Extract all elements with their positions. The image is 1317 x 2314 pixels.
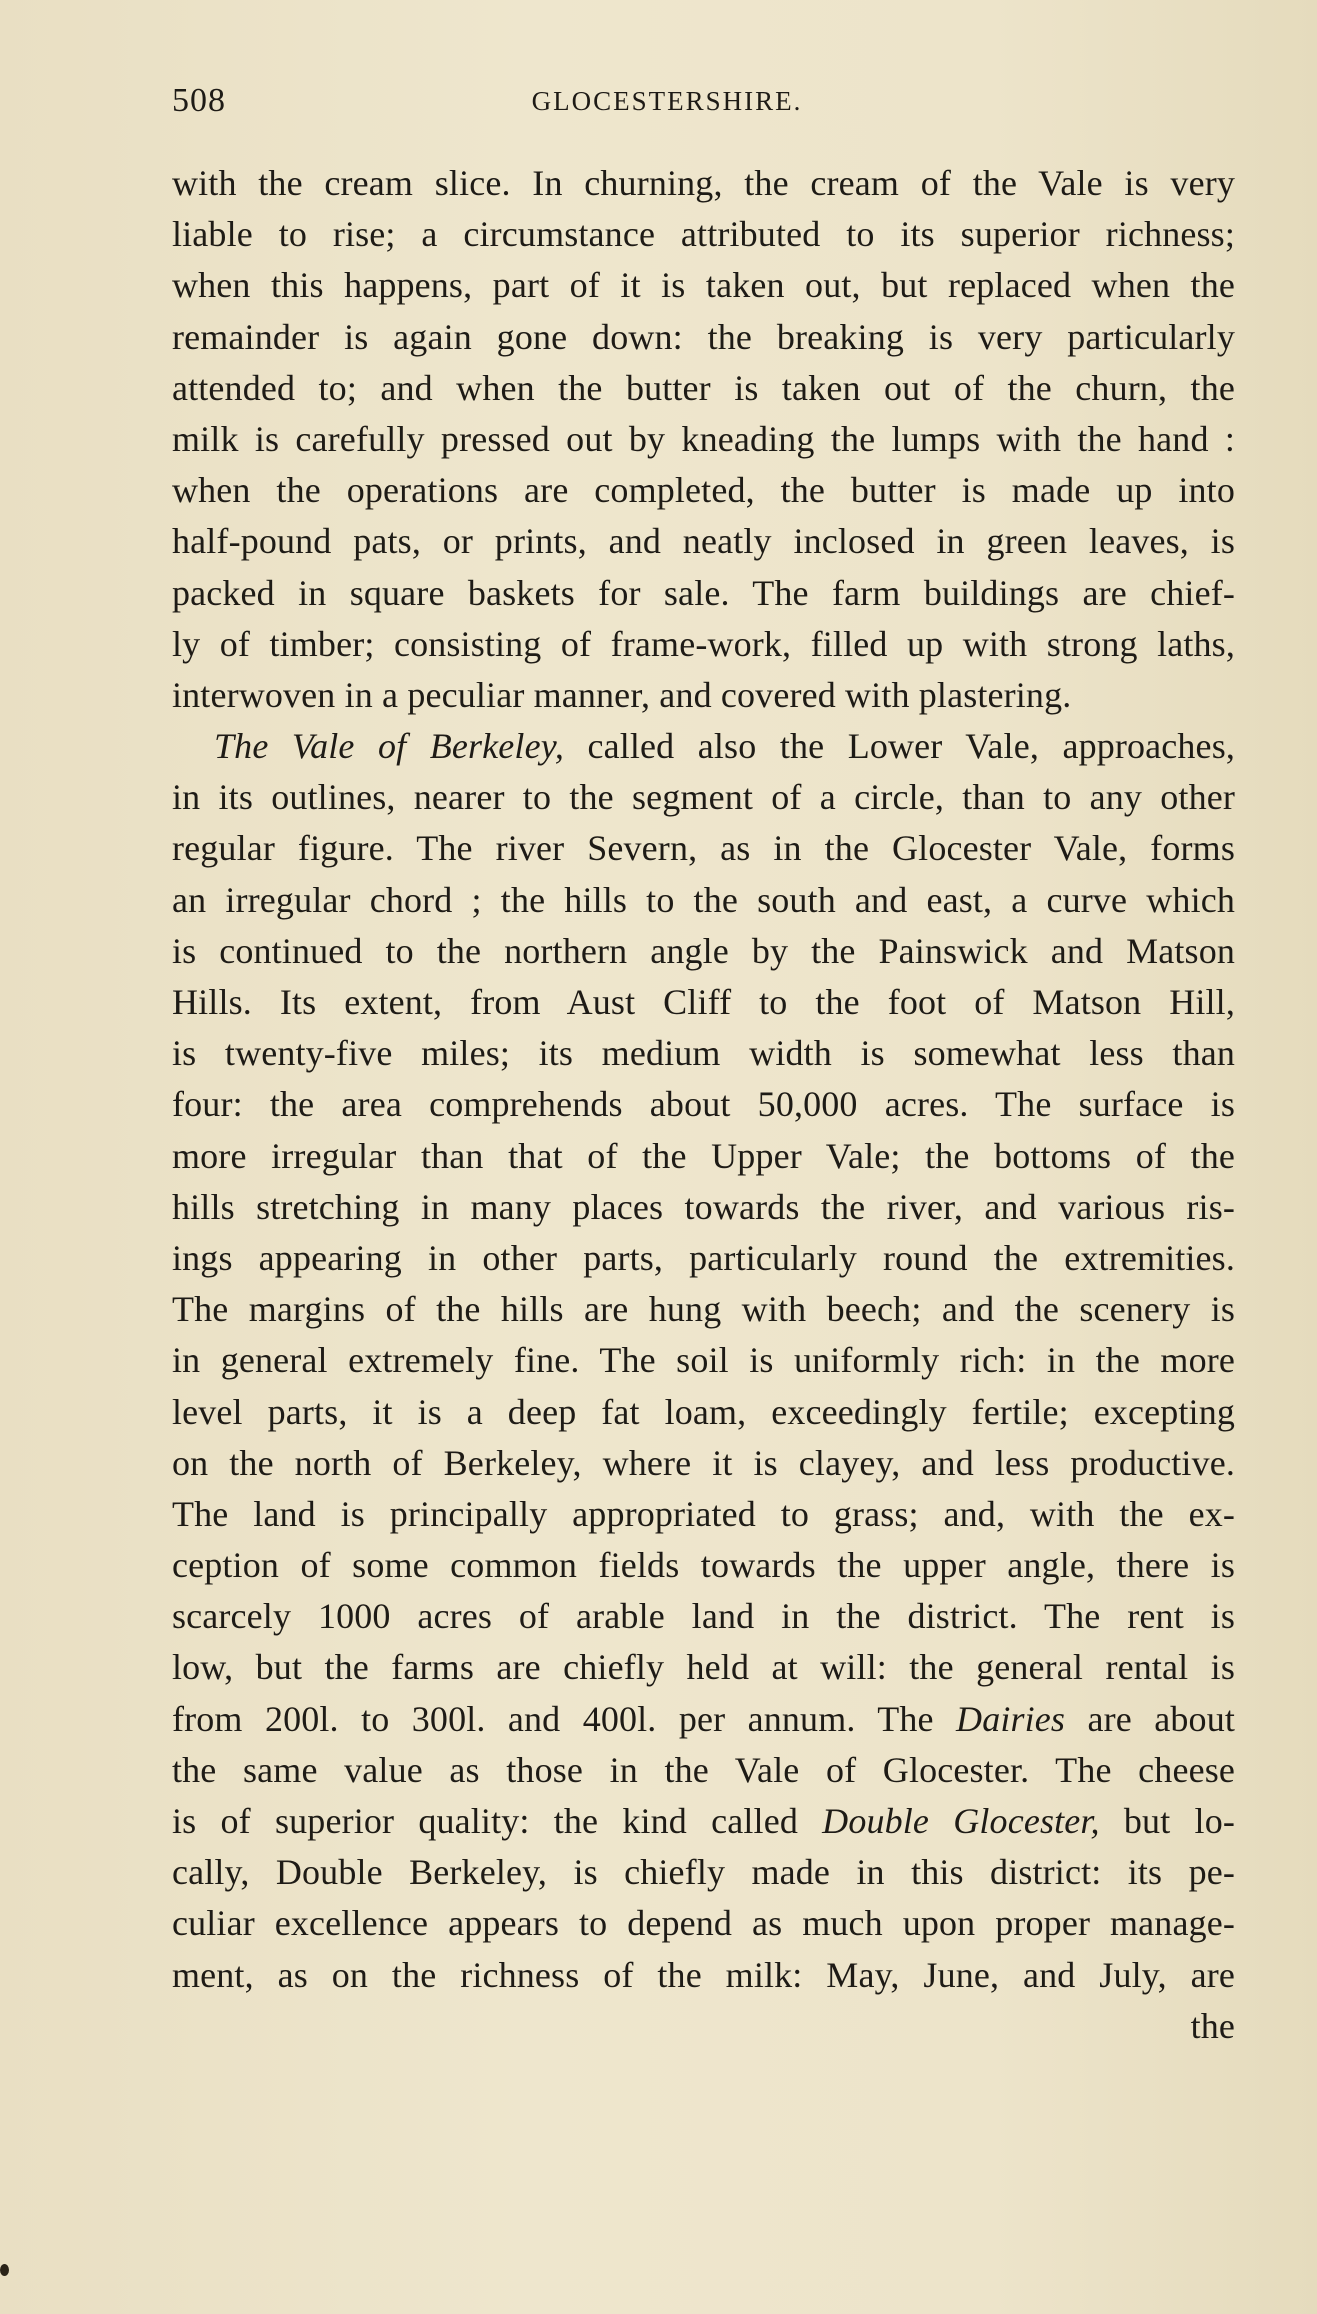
text-run: half-pound pats, or prints, and neatly inclosed in green leaves, is bbox=[172, 521, 1235, 562]
text-line bbox=[172, 209, 1235, 260]
text-line bbox=[172, 1489, 1235, 1540]
body-text bbox=[172, 158, 1235, 2052]
text-line bbox=[172, 1847, 1235, 1898]
text-run: cally, Double Berkeley, is chiefly made in this district: its pe- bbox=[172, 1852, 1235, 1893]
text-line bbox=[172, 465, 1235, 516]
text-line bbox=[172, 926, 1235, 977]
italic-run: The Vale of Berkeley, bbox=[214, 726, 564, 767]
text-run: an irregular chord ; the hills to the south and east, a curve which bbox=[172, 879, 1235, 920]
text-line bbox=[172, 772, 1235, 823]
text-line bbox=[172, 1387, 1235, 1438]
text-run: is of superior quality: the kind called bbox=[172, 1801, 823, 1841]
text-run: The margins of the hills are hung with beech; and the scenery is bbox=[172, 1289, 1235, 1330]
text-line bbox=[172, 823, 1235, 874]
text-line bbox=[172, 1540, 1235, 1591]
text-line bbox=[172, 1745, 1235, 1796]
text-run: The land is principally appropriated to grass; and, with the ex- bbox=[172, 1493, 1235, 1534]
text-line bbox=[172, 158, 1235, 209]
italic-run: Dairies bbox=[956, 1698, 1066, 1739]
italic-run: Double Glocester, bbox=[822, 1801, 1100, 1841]
text-line bbox=[172, 568, 1235, 619]
running-head: GLOCESTERSHIRE. bbox=[531, 86, 803, 116]
text-run: interwoven in a peculiar manner, and covered with plastering. bbox=[172, 674, 1072, 715]
text-run: milk is carefully pressed out by kneading the lumps with the hand : bbox=[172, 418, 1235, 459]
text-run: are about bbox=[1065, 1698, 1235, 1739]
text-run: called also the Lower Vale, approaches, bbox=[564, 726, 1235, 767]
catchword bbox=[172, 2001, 1235, 2052]
text-line bbox=[172, 875, 1235, 926]
text-run: ception of some common fields towards the upper angle, there is bbox=[172, 1545, 1235, 1586]
text-line bbox=[172, 619, 1235, 670]
text-run: with the cream slice. In churning, the cream of the Vale is very bbox=[172, 163, 1235, 203]
text-line bbox=[172, 1182, 1235, 1233]
text-run: culiar excellence appears to depend as much upon proper manage- bbox=[172, 1903, 1235, 1944]
text-line bbox=[172, 414, 1235, 465]
text-run: regular figure. The river Severn, as in the Glocester Vale, forms bbox=[172, 828, 1235, 869]
text-line bbox=[172, 1898, 1235, 1949]
page-number: 508 bbox=[172, 82, 226, 119]
text-run: low, but the farms are chiefly held at will: the general rental is bbox=[172, 1647, 1235, 1688]
text-line bbox=[172, 1028, 1235, 1079]
text-run: liable to rise; a circumstance attributed to its superior richness; bbox=[172, 214, 1235, 255]
text-line bbox=[172, 516, 1235, 567]
text-line bbox=[172, 1950, 1235, 2001]
text-run: ment, as on the richness of the milk: May, June, and July, are bbox=[172, 1954, 1235, 1995]
text-run: remainder is again gone down: the breaking is very particularly bbox=[172, 316, 1235, 357]
text-line bbox=[172, 670, 1235, 721]
text-line bbox=[172, 363, 1235, 414]
text-line bbox=[172, 1642, 1235, 1693]
text-run: scarcely 1000 acres of arable land in the district. The rent is bbox=[172, 1596, 1235, 1637]
text-run: more irregular than that of the Upper Vale; the bottoms of the bbox=[172, 1135, 1235, 1176]
text-line bbox=[172, 1079, 1235, 1130]
text-run: attended to; and when the butter is taken out of the churn, the bbox=[172, 367, 1235, 408]
text-line bbox=[172, 1438, 1235, 1489]
text-run: is twenty-five miles; its medium width is somewhat less than bbox=[172, 1033, 1235, 1074]
page-header bbox=[172, 82, 1162, 132]
text-run: level parts, it is a deep fat loam, exceedingly fertile; excepting bbox=[172, 1391, 1235, 1432]
text-run: hills stretching in many places towards the river, and various ris- bbox=[172, 1186, 1235, 1227]
text-line bbox=[172, 977, 1235, 1028]
text-line bbox=[172, 1796, 1235, 1847]
text-run: when this happens, part of it is taken out, but replaced when the bbox=[172, 265, 1235, 306]
text-run: four: the area comprehends about 50,000 acres. The surface is bbox=[172, 1084, 1235, 1125]
text-run: when the operations are completed, the butter is made up into bbox=[172, 470, 1235, 511]
text-line bbox=[172, 1131, 1235, 1182]
text-run: packed in square baskets for sale. The farm buildings are chief- bbox=[172, 572, 1235, 613]
text-line bbox=[172, 1335, 1235, 1386]
text-run: in its outlines, nearer to the segment of a circle, than to any other bbox=[172, 777, 1235, 818]
text-line bbox=[172, 1694, 1235, 1745]
text-line bbox=[172, 1591, 1235, 1642]
text-run: the same value as those in the Vale of Glocester. The cheese bbox=[172, 1749, 1235, 1790]
text-run: ly of timber; consisting of frame-work, filled up with strong laths, bbox=[172, 623, 1235, 664]
text-run: in general extremely fine. The soil is uniformly rich: in the more bbox=[172, 1340, 1235, 1381]
text-run: ings appearing in other parts, particularly round the extremities. bbox=[172, 1237, 1235, 1278]
text-line bbox=[172, 312, 1235, 363]
text-run: from 200l. to 300l. and 400l. per annum. The bbox=[172, 1698, 957, 1739]
text-run: but lo- bbox=[1099, 1801, 1235, 1841]
text-run: on the north of Berkeley, where it is clayey, and less productive. bbox=[172, 1442, 1235, 1483]
text-line bbox=[172, 1284, 1235, 1335]
text-run: the bbox=[1190, 2005, 1235, 2046]
ink-speck bbox=[0, 2264, 9, 2276]
text-run: is continued to the northern angle by the Painswick and Matson bbox=[172, 930, 1235, 971]
text-line bbox=[172, 1233, 1235, 1284]
text-run: Hills. Its extent, from Aust Cliff to the foot of Matson Hill, bbox=[172, 982, 1235, 1022]
text-line bbox=[172, 260, 1235, 311]
text-line bbox=[172, 721, 1235, 772]
